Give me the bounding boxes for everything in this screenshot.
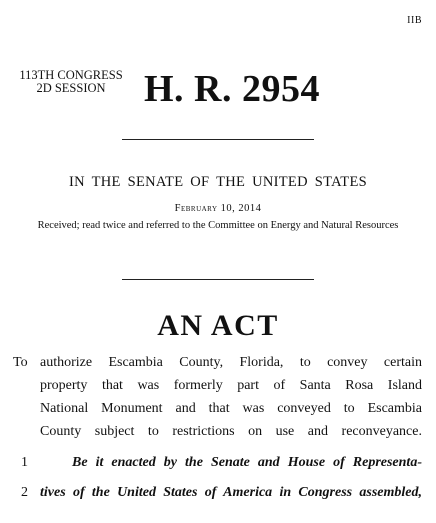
action-date: February 10, 2014	[174, 203, 262, 214]
purpose-line: National Monument and that was conveyed to Escambia	[40, 401, 422, 416]
bill-number: H. R. 2954	[144, 68, 320, 110]
line-number: 2	[21, 485, 28, 500]
act-title: AN ACT	[157, 309, 279, 342]
enacting-clause-line: Be it enacted by the Senate and House of Representa-	[72, 455, 422, 470]
document-stamp: IIB	[407, 15, 422, 26]
congress-label: 113TH CONGRESS	[19, 68, 123, 82]
enacting-clause-line: tives of the United States of America in Congress assembled,	[40, 485, 422, 500]
congress-session-block	[12, 69, 130, 95]
purpose-text	[40, 351, 422, 443]
divider-bottom	[122, 279, 314, 280]
purpose-line: property that was formerly part of Santa Rosa Island	[40, 378, 422, 393]
chamber-heading: IN THE SENATE OF THE UNITED STATES	[69, 174, 367, 190]
divider-top	[122, 139, 314, 140]
session-label: 2D SESSION	[36, 81, 106, 95]
line-number: 1	[21, 455, 28, 470]
purpose-prefix: To	[13, 355, 28, 370]
purpose-line: County subject to restrictions on use and reconveyance.	[40, 424, 422, 439]
purpose-line: authorize Escambia County, Florida, to convey certain	[40, 355, 422, 370]
referral-text: Received; read twice and referred to the Committee on Energy and Natural Resources	[37, 220, 399, 231]
